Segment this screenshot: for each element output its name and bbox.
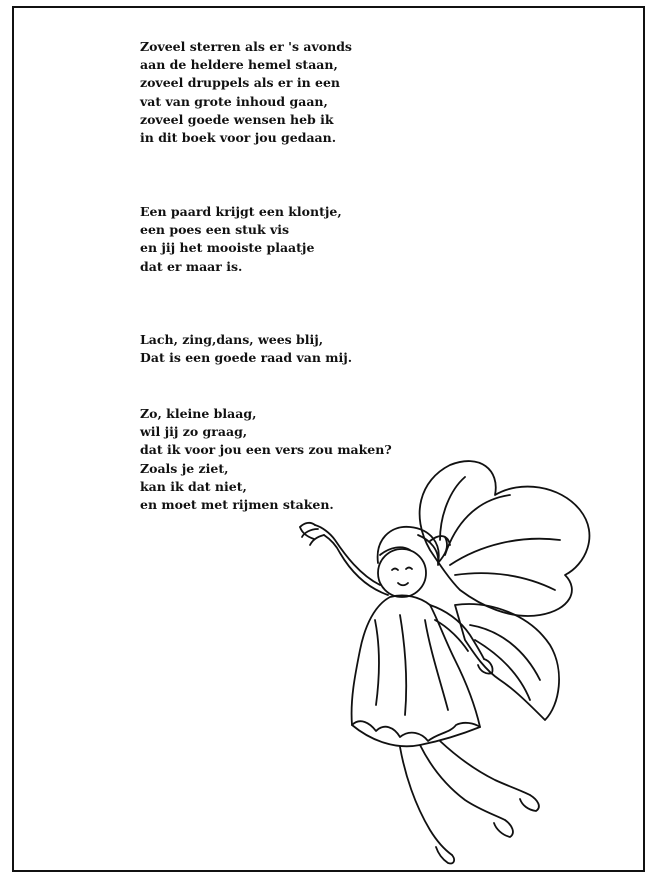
poem-line: Zo, kleine blaag, [140, 406, 257, 421]
poem-stanza-2 [140, 203, 342, 276]
poem-line: aan de heldere hemel staan, [140, 57, 338, 73]
poem-stanza-1 [140, 38, 352, 147]
poem-line: Dat is een goede raad van mij. [140, 350, 353, 366]
poem-stanza-3 [140, 331, 352, 367]
poem-line: dat ik voor jou een vers zou maken? [140, 442, 392, 458]
poem-line: wil jij zo graag, [140, 424, 248, 440]
poem-line: Zoveel sterren als er 's avonds [140, 39, 352, 54]
fairy-illustration [280, 455, 610, 865]
poem-line: in dit boek voor jou gedaan. [140, 130, 337, 146]
poem-line: dat er maar is. [140, 258, 243, 274]
poem-line: en jij het mooiste plaatje [140, 240, 315, 256]
poem-line: kan ik dat niet, [140, 478, 247, 494]
poem-line: zoveel goede wensen heb ik [140, 111, 334, 127]
poem-line: Een paard krijgt een klontje, [140, 204, 342, 219]
poem-line: vat van grote inhoud gaan, [140, 93, 328, 109]
poem-line: een poes een stuk vis [140, 222, 290, 238]
poem-line: zoveel druppels als er in een [140, 75, 340, 91]
fairy-icon [280, 455, 610, 865]
poem-line: Zoals je ziet, [140, 460, 229, 476]
poem-line: en moet met rijmen staken. [140, 497, 334, 513]
poem-line: Lach, zing,dans, wees blij, [140, 332, 324, 347]
